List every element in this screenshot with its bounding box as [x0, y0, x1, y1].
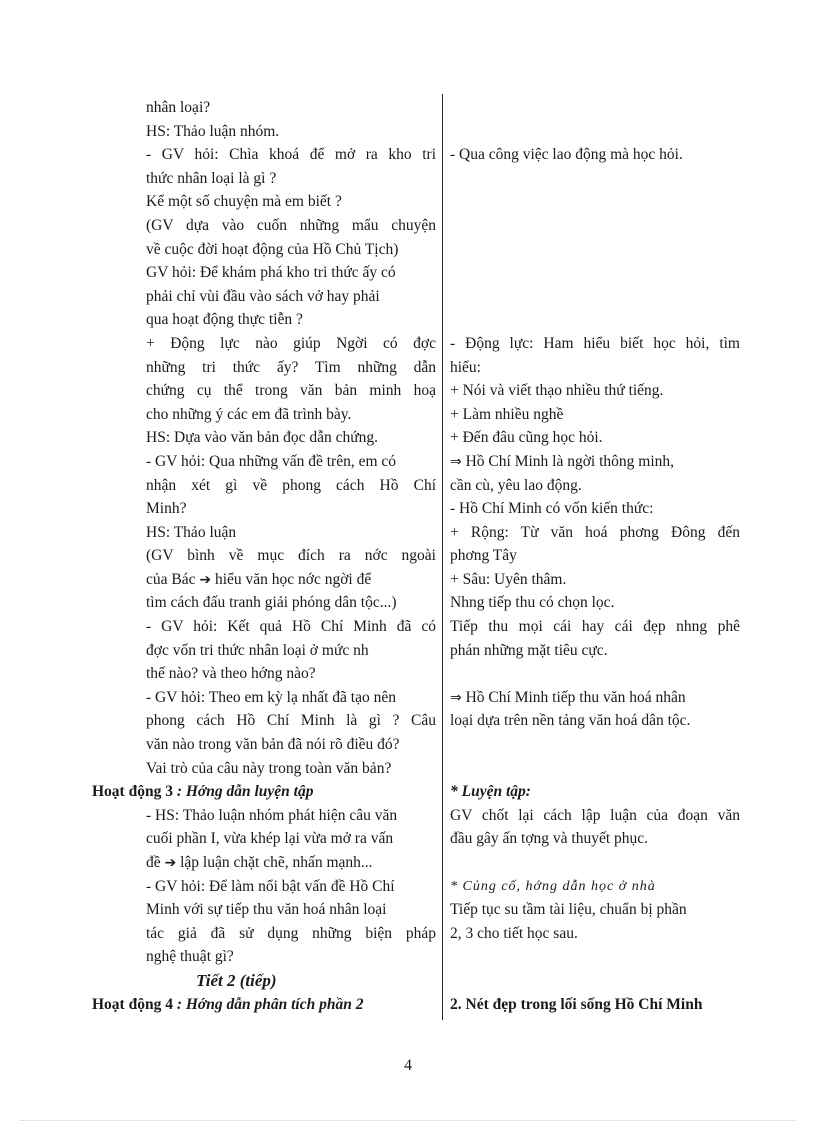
page-edge-divider [20, 1120, 796, 1121]
section-heading: * Luyện tập: [450, 783, 531, 801]
text-line: thế nào? và theo hớng nào? [146, 665, 316, 683]
text-line: HS: Dựa vào văn bản đọc dẫn chứng. [146, 429, 379, 447]
page-number: 4 [404, 1057, 412, 1074]
text-line: Minh? [146, 500, 187, 518]
text-line: - Động lực: Ham hiểu biết học hỏi, tìm [450, 334, 740, 352]
text-line: HS: Thảo luận nhóm. [146, 122, 280, 140]
text-line: phong cách Hồ Chí Minh là gì ? Câu [146, 712, 436, 730]
text-line: Vai trò của câu này trong toàn văn bản? [146, 759, 392, 777]
text-fragment: lập luận chặt chẽ, nhấn mạnh... [180, 854, 373, 871]
text-line: loại dựa trên nền tảng văn hoá dân tộc. [450, 712, 691, 730]
text-line: phải chỉ vùi đầu vào sách vở hay phải [146, 287, 380, 305]
text-line: phán những mặt tiêu cực. [450, 641, 608, 659]
text-line: qua hoạt động thực tiễn ? [146, 311, 303, 329]
activity-title: : Hớng dẫn luyện tập [176, 783, 314, 801]
text-fragment: của Bác [146, 570, 196, 588]
text-line: nhân loại? [146, 99, 211, 116]
text-line: tác giả đã sử dụng những biện pháp [146, 924, 436, 942]
implies-arrow-icon: ⇒ [450, 453, 462, 470]
section-heading: * Củng cố, hớng dẫn học ở nhà [450, 878, 656, 894]
lesson-heading: Tiết 2 (tiếp) [196, 970, 277, 990]
text-line: + Động lực nào giúp Ngời có đợc [146, 334, 436, 352]
text-line: (GV dựa vào cuốn những mẩu chuyện [146, 216, 436, 234]
arrow-right-icon: ➔ [164, 855, 177, 871]
activity-label: Hoạt động 4 [92, 995, 173, 1013]
text-line: 2, 3 cho tiết học sau. [450, 924, 578, 942]
text-line: Nhng tiếp thu có chọn lọc. [450, 594, 615, 612]
text-line: + Đến đâu cũng học hỏi. [450, 429, 603, 447]
activity-heading [92, 993, 436, 1017]
text-line: - Hồ Chí Minh có vốn kiến thức: [450, 500, 654, 518]
text-line: nhận xét gì về phong cách Hồ Chí [146, 476, 436, 494]
text-line: + Nói và viết thạo nhiều thứ tiếng. [450, 382, 664, 400]
text-line: Tiếp thu mọi cái hay cái đẹp nhng phê [450, 618, 740, 636]
activity-label: Hoạt động 3 [92, 783, 173, 801]
text-line [450, 450, 740, 474]
text-line: Kể một số chuyện mà em biết ? [146, 193, 342, 211]
text-line: + Sâu: Uyên thâm. [450, 570, 567, 588]
text-line [146, 851, 436, 875]
text-line: cho những ý các em đã trình bày. [146, 405, 352, 423]
text-line: - GV hỏi: Qua những vấn đề trên, em có [146, 452, 397, 470]
text-line: GV hỏi: Để khám phá kho tri thức ấy có [146, 264, 396, 282]
text-line: (GV bình về mục đích ra nớc ngoài [146, 547, 436, 565]
text-line [146, 568, 436, 592]
right-column [450, 96, 740, 1016]
text-line: cần cù, yêu lao động. [450, 476, 582, 494]
left-column [92, 96, 436, 1016]
implies-arrow-icon: ⇒ [450, 689, 462, 706]
text-line: Minh với sự tiếp thu văn hoá nhân loại [146, 901, 387, 919]
text-line [450, 686, 740, 710]
text-line: đợc vốn tri thức nhân loại ở mức nh [146, 641, 369, 659]
text-line: thức nhân loại là gì ? [146, 169, 277, 187]
activity-heading [92, 780, 436, 804]
text-line: - Qua công việc lao động mà học hỏi. [450, 146, 683, 164]
text-line: - GV hỏi: Theo em kỳ lạ nhất đã tạo nên [146, 688, 396, 706]
text-fragment: đề [146, 854, 161, 871]
text-line: nghệ thuật gì? [146, 948, 234, 966]
text-line: đầu gây ấn tợng và thuyết phục. [450, 830, 649, 848]
text-line: phơng Tây [450, 547, 517, 565]
text-line: văn nào trong văn bản đã nói rõ điều đó? [146, 736, 400, 754]
column-divider [442, 94, 443, 1020]
text-line: GV chốt lại cách lập luận của đoạn văn [450, 806, 740, 824]
text-line: + Rộng: Từ văn hoá phơng Đông đến [450, 523, 740, 541]
text-line: tìm cách đấu tranh giải phóng dân tộc...) [146, 594, 397, 612]
text-line: - GV hỏi: Để làm nổi bật vấn đề Hồ Chí [146, 877, 395, 895]
text-fragment: Hồ Chí Minh tiếp thu văn hoá nhân [465, 688, 686, 706]
text-line: về cuộc đời hoạt động của Hồ Chủ Tịch) [146, 240, 399, 258]
text-line: những tri thức ấy? Tìm những dẫn [146, 358, 436, 376]
text-line: - GV hỏi: Kết quả Hồ Chí Minh đã có [146, 618, 436, 636]
text-fragment: hiểu văn học nớc ngời để [214, 570, 372, 588]
text-line: HS: Thảo luận [146, 523, 237, 541]
text-fragment: Hồ Chí Minh là ngời thông minh, [465, 452, 675, 470]
section-heading: 2. Nét đẹp trong lối sống Hồ Chí Minh [450, 995, 703, 1013]
text-line: + Làm nhiều nghề [450, 405, 564, 423]
text-line: chứng cụ thể trong văn bản minh hoạ [146, 382, 436, 400]
text-line: - HS: Thảo luận nhóm phát hiện câu văn [146, 806, 398, 824]
arrow-right-icon: ➔ [199, 571, 212, 588]
text-line: hiểu: [450, 358, 481, 376]
text-line: Tiếp tục su tầm tài liệu, chuẩn bị phần [450, 901, 687, 919]
text-line: cuối phần I, vừa khép lại vừa mở ra vấn [146, 830, 394, 848]
activity-title: : Hớng dẫn phân tích phần 2 [176, 995, 364, 1013]
text-line: - GV hỏi: Chìa khoá để mở ra kho tri [146, 146, 436, 164]
